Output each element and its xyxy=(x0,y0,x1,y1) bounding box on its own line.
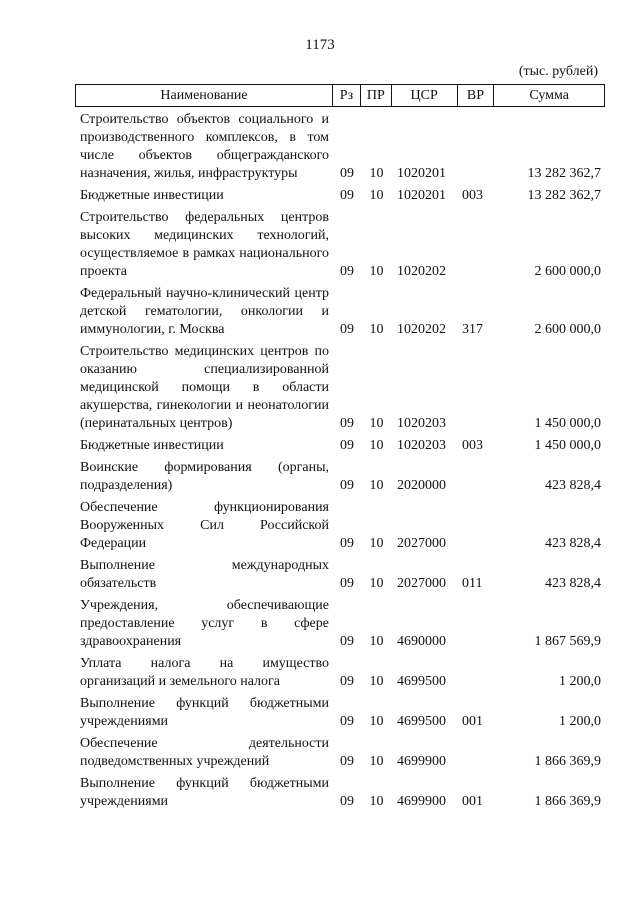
row-csr: 1020202 xyxy=(397,264,446,279)
row-sum: 1 450 000,0 xyxy=(534,438,601,453)
header-sum: Сумма xyxy=(529,87,570,103)
table-header xyxy=(75,84,605,107)
row-rz: 09 xyxy=(340,536,354,551)
row-rz: 09 xyxy=(340,188,354,203)
header-vr: ВР xyxy=(458,85,495,106)
row-name: Федеральный научно-клинический центр детской гематологии, онкологии и иммунологии, г. Москва xyxy=(80,286,329,337)
row-pr: 10 xyxy=(369,674,384,689)
row-rz: 09 xyxy=(340,674,354,689)
row-vr: 001 xyxy=(462,794,483,809)
row-pr: 10 xyxy=(369,416,384,431)
row-csr: 4699900 xyxy=(397,794,446,809)
table-row xyxy=(75,597,605,651)
row-sum: 1 200,0 xyxy=(559,714,601,729)
row-csr: 2027000 xyxy=(397,536,446,551)
header-csr: ЦСР xyxy=(392,85,458,106)
row-csr: 2020000 xyxy=(397,478,446,493)
row-rz: 09 xyxy=(340,714,354,729)
table-row xyxy=(75,343,605,433)
table-row xyxy=(75,499,605,553)
row-name: Обеспечение функционирования Вооруженных Сил Российской Федерации xyxy=(80,500,329,551)
row-name: Строительство федеральных центров высоких медицинских технологий, осуществляемое в рамках национального проекта xyxy=(80,210,329,279)
budget-table xyxy=(75,84,605,811)
table-row xyxy=(75,655,605,691)
row-csr: 1020203 xyxy=(397,416,446,431)
table-row xyxy=(75,775,605,811)
row-name: Строительство медицинских центров по оказанию специализированной медицинской помощи в области акушерства, гинекологии и неонатологии (перинатальных центров) xyxy=(80,344,329,431)
row-vr: 001 xyxy=(462,714,483,729)
row-pr: 10 xyxy=(369,188,384,203)
row-sum: 1 866 369,9 xyxy=(534,754,601,769)
row-sum: 423 828,4 xyxy=(545,536,601,551)
row-name: Строительство объектов социального и производственного комплексов, в том числе объектов общегражданского назначения, жилья, инфраструктуры xyxy=(80,112,329,181)
row-name: Обеспечение деятельности подведомственных учреждений xyxy=(80,736,329,769)
table-row xyxy=(75,735,605,771)
table-row xyxy=(75,111,605,183)
row-name: Воинские формирования (органы, подразделения) xyxy=(80,460,329,493)
row-sum: 2 600 000,0 xyxy=(534,322,601,337)
header-name: Наименование xyxy=(76,85,333,106)
row-sum: 2 600 000,0 xyxy=(534,264,601,279)
header-pr: ПР xyxy=(361,85,392,106)
row-rz: 09 xyxy=(340,166,354,181)
header-rz: Рз xyxy=(333,85,361,106)
row-pr: 10 xyxy=(369,264,384,279)
row-csr: 1020201 xyxy=(397,188,446,203)
row-vr: 011 xyxy=(462,576,483,591)
row-sum: 1 867 569,9 xyxy=(534,634,601,649)
row-rz: 09 xyxy=(340,322,354,337)
row-rz: 09 xyxy=(340,576,354,591)
row-pr: 10 xyxy=(369,166,384,181)
row-vr: 003 xyxy=(462,188,483,203)
row-name: Учреждения, обеспечивающие предоставление услуг в сфере здравоохранения xyxy=(80,598,329,649)
row-sum: 423 828,4 xyxy=(545,478,601,493)
row-pr: 10 xyxy=(369,478,384,493)
row-pr: 10 xyxy=(369,754,384,769)
row-sum: 1 450 000,0 xyxy=(534,416,601,431)
row-name: Уплата налога на имущество организаций и земельного налога xyxy=(80,656,329,689)
row-sum: 1 866 369,9 xyxy=(534,794,601,809)
row-rz: 09 xyxy=(340,416,354,431)
row-rz: 09 xyxy=(340,794,354,809)
table-row xyxy=(75,285,605,339)
row-sum: 1 200,0 xyxy=(559,674,601,689)
row-rz: 09 xyxy=(340,754,354,769)
row-name: Выполнение функций бюджетными учреждениями xyxy=(80,776,329,809)
table-row xyxy=(75,695,605,731)
table-row xyxy=(75,209,605,281)
row-pr: 10 xyxy=(369,634,384,649)
row-csr: 4699500 xyxy=(397,714,446,729)
table-row xyxy=(75,187,605,205)
row-rz: 09 xyxy=(340,634,354,649)
row-sum: 13 282 362,7 xyxy=(527,188,601,203)
row-sum: 13 282 362,7 xyxy=(527,166,601,181)
row-csr: 1020203 xyxy=(397,438,446,453)
row-pr: 10 xyxy=(369,322,384,337)
row-csr: 4699500 xyxy=(397,674,446,689)
row-pr: 10 xyxy=(369,714,384,729)
row-csr: 2027000 xyxy=(397,576,446,591)
row-rz: 09 xyxy=(340,438,354,453)
row-csr: 4690000 xyxy=(397,634,446,649)
row-csr: 1020202 xyxy=(397,322,446,337)
row-pr: 10 xyxy=(369,794,384,809)
row-rz: 09 xyxy=(340,478,354,493)
page-number: 1173 xyxy=(305,37,335,53)
row-csr: 4699900 xyxy=(397,754,446,769)
row-rz: 09 xyxy=(340,264,354,279)
row-pr: 10 xyxy=(369,576,384,591)
row-vr: 003 xyxy=(462,438,483,453)
row-sum: 423 828,4 xyxy=(545,576,601,591)
row-pr: 10 xyxy=(369,536,384,551)
row-name: Бюджетные инвестиции xyxy=(80,438,224,453)
row-name: Выполнение функций бюджетными учреждениями xyxy=(80,696,329,729)
table-row xyxy=(75,437,605,455)
row-name: Бюджетные инвестиции xyxy=(80,188,224,203)
table-row xyxy=(75,557,605,593)
row-pr: 10 xyxy=(369,438,384,453)
table-row xyxy=(75,459,605,495)
units-label: (тыс. рублей) xyxy=(518,64,598,79)
row-vr: 317 xyxy=(462,322,483,337)
row-csr: 1020201 xyxy=(397,166,446,181)
table-body xyxy=(75,111,605,811)
row-name: Выполнение международных обязательств xyxy=(80,558,329,591)
